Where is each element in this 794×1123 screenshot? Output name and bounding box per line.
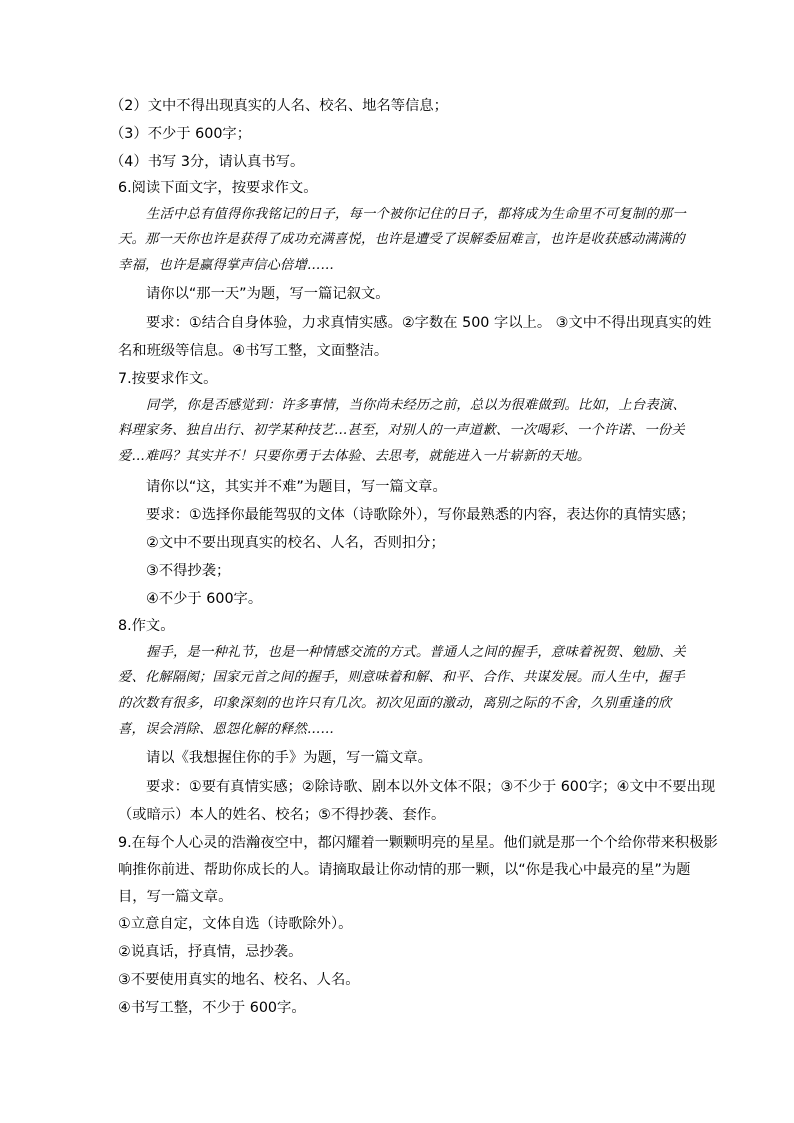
q6-material-line: 生活中总有值得你我铭记的日子，每一个被你记住的日子，都将成为生命里不可复制的那一 <box>146 207 686 222</box>
q8-title: 8.作文。 <box>118 618 175 634</box>
q9-question-line: 9.在每个人心灵的浩瀚夜空中，都闪耀着一颗颗明亮的星星。他们就是那一个个给你带来积极影 <box>118 835 718 851</box>
q6-prompt: 请你以“那一天”为题，写一篇记叙文。 <box>146 286 390 302</box>
q9-question-line: 响推你前进、帮助你成长的人。请摘取最让你动情的那一颗，以“你是我心中最亮的星”为题 <box>118 862 691 878</box>
q8-requirement-line: （或暗示）本人的姓名、校名；⑤不得抄袭、套作。 <box>118 807 446 823</box>
q5-requirement-2: （2）文中不得出现真实的人名、校名、地名等信息； <box>110 98 448 114</box>
q6-requirement-line: 要求：①结合自身体验，力求真情实感。②字数在 500 字以上。 ③文中不得出现真实的姓 <box>146 315 712 331</box>
q6-material-line: 幸福，也许是赢得掌声信心倍增…… <box>118 258 334 273</box>
q8-prompt: 请以《我想握住你的手》为题，写一篇文章。 <box>146 750 432 766</box>
q7-material-line: 料理家务、独自出行、初学某种技艺…甚至，对别人的一声道歉、一次喝彩、一个许诺、一份关 <box>118 423 685 438</box>
q8-material-line: 的次数有很多，印象深刻的也许只有几次。初次见面的激动，离别之际的不舍，久别重逢的欣 <box>118 696 672 711</box>
q6-material-line: 天。那一天你也许是获得了成功充满喜悦，也许是遭受了误解委屈难言，也许是收获感动满满的 <box>118 232 685 247</box>
q8-material-line: 握手，是一种礼节，也是一种情感交流的方式。普通人之间的握手，意味着祝贺、勉励、关 <box>146 645 686 660</box>
q7-material-line: 同学，你是否感觉到：许多事情，当你尚未经历之前，总以为很难做到。比如，上台表演、 <box>146 398 686 413</box>
q9-question-line: 目，写一篇文章。 <box>118 889 233 905</box>
q9-requirement-line: ③不要使用真实的地名、校名、人名。 <box>118 972 360 988</box>
q9-requirement-line: ④书写工整，不少于 600字。 <box>118 1000 306 1016</box>
q7-requirement-line: ③不得抄袭； <box>146 563 231 579</box>
q9-requirement-line: ②说真话，抒真情，忌抄袭。 <box>118 944 303 960</box>
q8-material-line: 爱、化解隔阂；国家元首之间的握手，则意味着和解、和平、合作、共谋发展。而人生中，握手 <box>118 670 685 685</box>
q7-prompt: 请你以“这，其实并不难”为题目，写一篇文章。 <box>146 479 447 495</box>
q6-title: 6.阅读下面文字，按要求作文。 <box>118 180 318 196</box>
q5-requirement-3: （3）不少于 600字； <box>110 126 252 142</box>
q9-requirement-line: ①立意自定，文体自选（诗歌除外）。 <box>118 916 353 932</box>
q7-requirement-line: ④不少于 600字。 <box>146 591 263 607</box>
q5-requirement-4: （4）书写 3分，请认真书写。 <box>110 154 305 170</box>
q6-requirement-line: 名和班级等信息。④书写工整，文面整洁。 <box>118 343 389 359</box>
q8-requirement-line: 要求：①要有真情实感；②除诗歌、剧本以外文体不限；③不少于 600字；④文中不要出现 <box>146 779 716 795</box>
q7-material-line: 爱…难吗？其实并不！只要你勇于去体验、去思考，就能进入一片崭新的天地。 <box>118 449 591 464</box>
q8-material-line: 喜，误会消除、恩怨化解的释然…… <box>118 722 334 737</box>
q7-requirement-line: ②文中不要出现真实的校名、人名，否则扣分； <box>146 535 445 551</box>
q7-title: 7.按要求作文。 <box>118 371 218 387</box>
q7-requirement-line: 要求：①选择你最能驾驭的文体（诗歌除外），写你最熟悉的内容，表达你的真情实感； <box>146 507 695 523</box>
